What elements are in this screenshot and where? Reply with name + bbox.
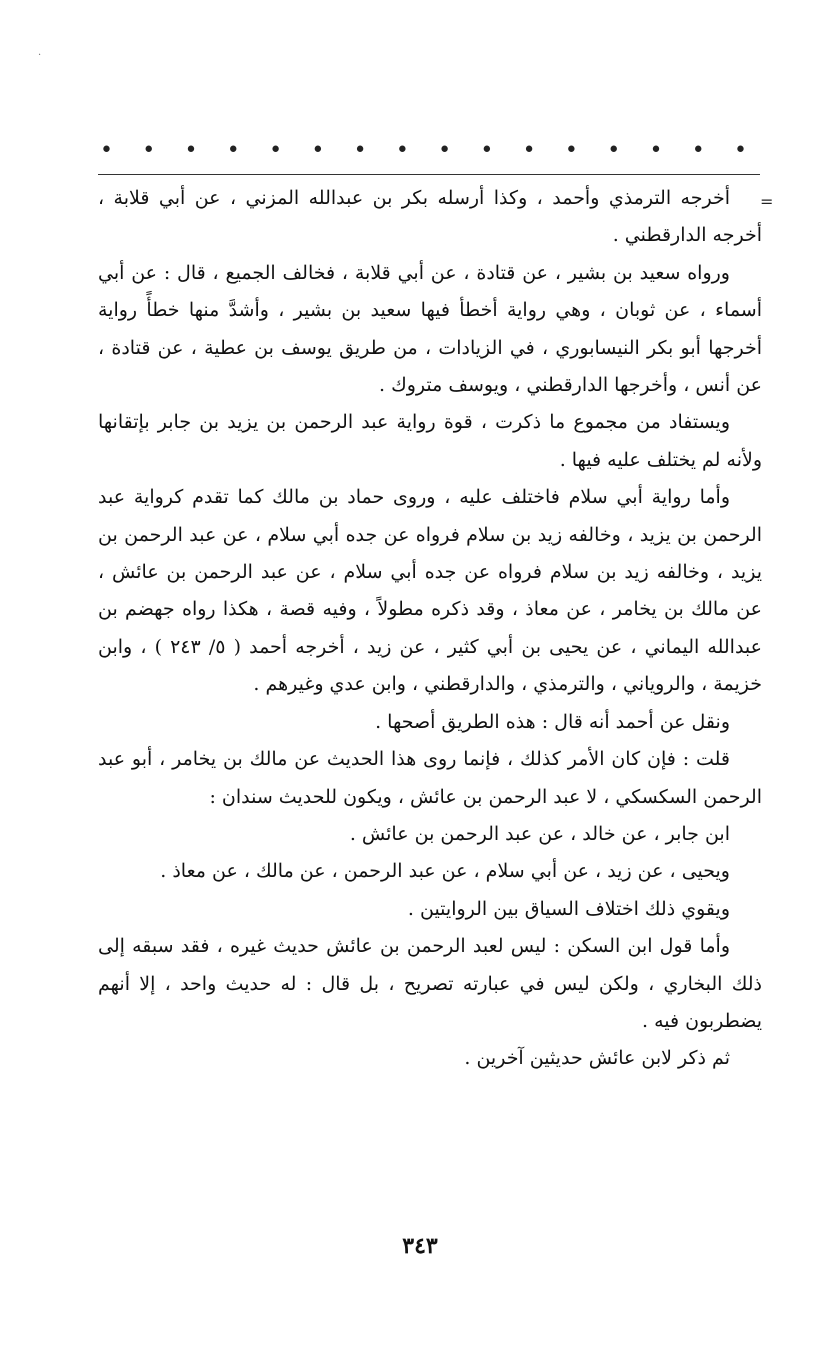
paragraph: ثم ذكر لابن عائش حديثين آخرين . (464, 1047, 730, 1070)
paragraph: ورواه سعيد بن بشير ، عن قتادة ، عن أبي قلابة ، فخالف الجميع ، قال : عن أبي أسماء ، عن ثوبان ، وهي رواية أخطأ فيها سعيد بن بشير ، وأشدَّ منها خطأً رواية أخرجها أبو بكر النيسابوري ، في الزيادات ، من طريق يوسف بن عطية ، عن قتادة ، عن أنس ، وأخرجها الدارقطني ، ويوسف متروك . (98, 261, 762, 397)
separator-dots: • • • • • • • • • • • • • • • • (100, 138, 747, 163)
scan-speck: · (38, 50, 42, 61)
paragraph: ونقل عن أحمد أنه قال : هذه الطريق أصحها . (375, 710, 730, 733)
paragraph: ويقوي ذلك اختلاف السياق بين الروايتين . (407, 897, 730, 920)
footnote-text (98, 180, 762, 1078)
paragraph: قلت : فإن كان الأمر كذلك ، فإنما روى هذا الحديث عن مالك بن يخامر ، أبو عبد الرحمن السكسكي ، لا عبد الرحمن بن عائش ، ويكون للحديث سندان : (98, 748, 762, 808)
page-number: ٣٤٣ (402, 1233, 438, 1259)
paragraph: ويستفاد من مجموع ما ذكرت ، قوة رواية عبد الرحمن بن يزيد بن جابر بإتقانها ولأنه لم يختلف عليه فيها . (98, 411, 762, 471)
paragraph: وأما رواية أبي سلام فاختلف عليه ، وروى حماد بن مالك كما تقدم كرواية عبد الرحمن بن يزيد ، وخالفه زيد بن سلام فرواه عن جده أبي سلام ، عن عبد الرحمن بن يزيد ، وخالفه زيد بن سلام فرواه عن جده أبي سلام ، عن عبد الرحمن بن عائش ، عن مالك بن يخامر ، عن معاذ ، وقد ذكره مطولاً ، وفيه قصة ، هكذا رواه جهضم بن عبدالله اليماني ، عن يحيى بن أبي كثير ، عن زيد ، أخرجه أحمد ( ٥/ ٢٤٣ ) ، وابن خزيمة ، والروياني ، والترمذي ، والدارقطني ، وابن عدي وغيرهم . (98, 486, 762, 696)
continuation-mark: = (760, 192, 774, 211)
paragraph: أخرجه الترمذي وأحمد ، وكذا أرسله بكر بن عبدالله المزني ، عن أبي قلابة ، أخرجه الدارقطني . (98, 187, 762, 247)
paragraph: وأما قول ابن السكن : ليس لعبد الرحمن بن عائش حديث غيره ، فقد سبقه إلى ذلك البخاري ، ولكن ليس في عبارته تصريح ، بل قال : له حديث واحد ، إلا أنهم يضطربون فيه . (98, 935, 762, 1032)
paragraph: ابن جابر ، عن خالد ، عن عبد الرحمن بن عائش . (349, 822, 730, 845)
footnote-rule (98, 174, 760, 175)
paragraph: ويحيى ، عن زيد ، عن أبي سلام ، عن عبد الرحمن ، عن مالك ، عن معاذ . (160, 860, 730, 883)
